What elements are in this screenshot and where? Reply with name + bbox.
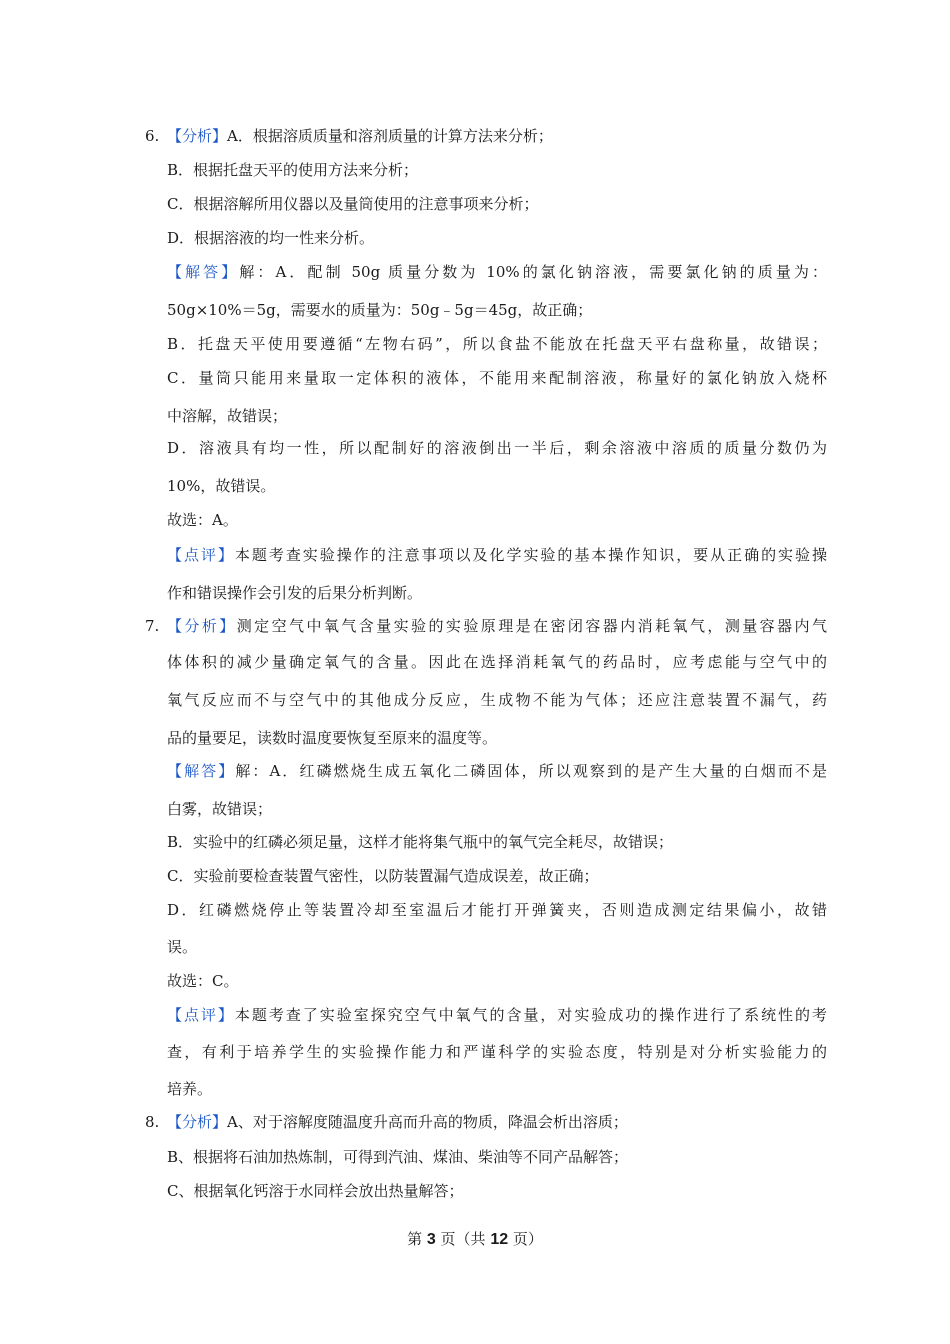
text-line [167,1005,827,1025]
text-line [167,616,827,636]
line-text: 体体积的减少量确定氧气的含量。因此在选择消耗氧气的药品时，应考虑能与空气中的 [167,653,827,671]
page-number: 3 [426,1231,436,1248]
question-number: 6. [145,127,160,145]
question-number: 8. [145,1113,160,1131]
line-text: B．根据托盘天平的使用方法来分析； [167,161,419,179]
text-line [167,1112,827,1132]
text-line [167,368,827,388]
line-text: D．溶液具有均一性，所以配制好的溶液倒出一半后，剩余溶液中溶质的质量分数仍为 [167,439,827,457]
text-line [167,300,827,320]
line-text: 查，有利于培养学生的实验操作能力和严谨科学的实验态度，特别是对分析实验能力的 [167,1043,827,1061]
text-line [167,832,827,852]
footer-middle: 页（共 [435,1230,491,1248]
section-tag: 【解答】 [167,762,236,780]
text-line [167,799,827,819]
text-line [167,971,827,991]
line-text: B．托盘天平使用要遵循“左物右码”，所以食盐不能放在托盘天平右盘称量，故错误； [167,335,827,353]
text-line [167,476,827,496]
text-line [167,194,827,214]
line-text: 故选：C。 [167,972,239,990]
text-line [167,334,827,354]
section-tag: 【分析】 [167,1113,228,1131]
text-line [167,728,827,748]
line-text: C．实验前要检查装置气密性，以防装置漏气造成误差，故正确； [167,867,599,885]
line-text: 本题考查了实验室探究空气中氧气的含量，对实验成功的操作进行了系统性的考 [234,1006,827,1024]
text-line [167,761,827,781]
line-text: C．根据溶解所用仪器以及量筒使用的注意事项来分析； [167,195,539,213]
text-line [167,545,827,565]
total-pages: 12 [490,1231,509,1248]
footer-suffix: 页） [508,1230,543,1248]
text-line [167,126,827,146]
line-text: 解：A．红磷燃烧生成五氧化二磷固体，所以观察到的是产生大量的白烟而不是 [235,762,827,780]
line-text: 50g×10%＝5g，需要水的质量为：50g﹣5g＝45g，故正确； [167,301,593,319]
text-line [167,262,827,282]
line-text: 故选：A。 [167,511,238,529]
footer-prefix: 第 [407,1230,427,1248]
page-footer [0,1229,950,1250]
text-line [167,866,827,886]
text-line [167,652,827,672]
line-text: 中溶解，故错误； [167,407,288,425]
line-text: 测定空气中氧气含量实验的实验原理是在密闭容器内消耗氧气，测量容器内气 [236,617,827,635]
line-text: B．实验中的红磷必须足量，这样才能将集气瓶中的氧气完全耗尽，故错误； [167,833,674,851]
text-line [167,1181,827,1201]
line-text: 作和错误操作会引发的后果分析判断。 [167,584,423,602]
line-text: D．红磷燃烧停止等装置冷却至室温后才能打开弹簧夹，否则造成测定结果偏小，故错 [167,901,827,919]
text-line [167,937,827,957]
line-text: 白雾，故错误； [167,800,273,818]
section-tag: 【点评】 [167,1006,235,1024]
line-text: 解：A．配制 50g 质量分数为 10%的氯化钠溶液，需要氯化钠的质量为： [239,263,827,281]
text-line [167,438,827,458]
section-tag: 【分析】 [167,127,228,145]
text-line [167,900,827,920]
text-line [167,1042,827,1062]
line-text: B、根据将石油加热炼制，可得到汽油、煤油、柴油等不同产品解答； [167,1148,629,1166]
line-text: D．根据溶液的均一性来分析。 [167,229,375,247]
line-text: 本题考查实验操作的注意事项以及化学实验的基本操作知识，要从正确的实验操 [234,546,827,564]
section-tag: 【点评】 [167,546,235,564]
line-text: 10%，故错误。 [167,477,276,495]
section-tag: 【分析】 [167,617,237,635]
section-tag: 【解答】 [167,263,240,281]
text-line [167,228,827,248]
line-text: 培养。 [167,1080,213,1098]
line-text: 品的量要足，读数时温度要恢复至原来的温度等。 [167,729,498,747]
text-line [167,690,827,710]
line-text: 误。 [167,938,198,956]
question-number: 7. [145,617,160,635]
line-text: C、根据氧化钙溶于水同样会放出热量解答； [167,1182,464,1200]
line-text: A、对于溶解度随温度升高而升高的物质，降温会析出溶质； [227,1113,628,1131]
text-line [167,160,827,180]
text-line [167,583,827,603]
text-line [167,406,827,426]
text-line [167,1079,827,1099]
text-line [167,510,827,530]
text-line [167,1147,827,1167]
line-text: 氧气反应而不与空气中的其他成分反应，生成物不能为气体；还应注意装置不漏气，药 [167,691,827,709]
line-text: A．根据溶质质量和溶剂质量的计算方法来分析； [227,127,553,145]
line-text: C．量筒只能用来量取一定体积的液体，不能用来配制溶液，称量好的氯化钠放入烧杯 [167,369,827,387]
